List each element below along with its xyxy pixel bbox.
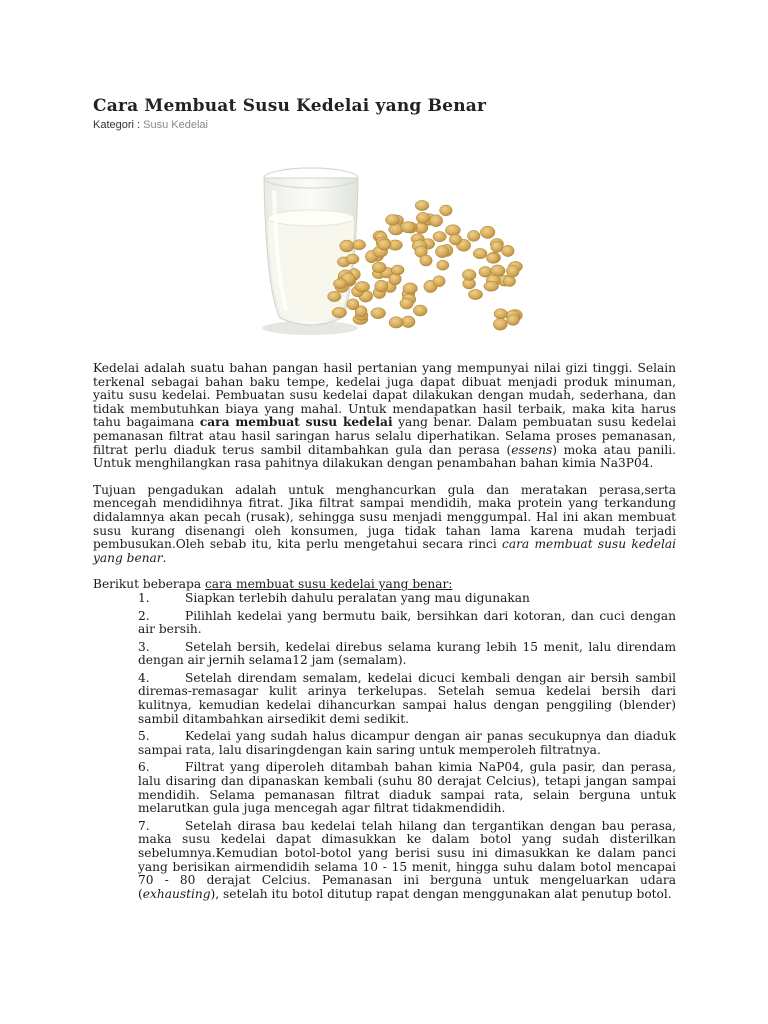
soybean-icon — [332, 307, 347, 317]
soybean-icon — [506, 265, 519, 277]
soy-milk-illustration — [240, 150, 530, 350]
article-category — [93, 119, 208, 131]
soybean-icon — [340, 240, 354, 252]
article-title: Cara Membuat Susu Kedelai yang Benar — [93, 96, 487, 116]
soybean-icon — [435, 246, 449, 258]
soybean-icon — [468, 289, 482, 299]
soybean-icon — [433, 232, 446, 242]
steps-list — [93, 592, 676, 901]
paragraph-2: Tujuan pengadukan adalah untuk menghancurkan gula dan meratakan perasa,serta mencegah mendidihnya fitrat. Jika filtrat sampai mendidih, maka protein yang terkandung didalamnya akan pecah (rusak), sehingga susu menjadi menggumpal. Hal ini akan membuat susu kurang disenangi oleh konsumen, juga tidak tahan lama karena mudah terjadi pembusukan.Oleh sebab itu, kita perlu mengetahui secara rinci cara membuat susu kedelai yang benar. — [93, 482, 676, 565]
bold-keyword: cara membuat susu kedelai — [199, 415, 393, 430]
soybean-icon — [415, 200, 429, 210]
soybean-icon — [353, 240, 366, 250]
soybean-icon — [486, 253, 499, 263]
step-item: 1. Siapkan terlebih dahulu peralatan yang mau digunakan — [138, 590, 530, 605]
soybean-icon — [491, 265, 505, 276]
category-link[interactable]: Susu Kedelai — [143, 119, 208, 131]
soybean-icon — [437, 260, 449, 270]
soybean-icon — [507, 315, 520, 326]
soybean-icon — [480, 226, 495, 238]
step-item: 3. Setelah bersih, kedelai direbus selama kurang lebih 15 menit, lalu direndam dengan air jernih selama12 jam (semalam). — [138, 639, 676, 668]
soybean-icon — [377, 239, 391, 250]
soybean-icon — [493, 318, 507, 330]
soybean-icon — [440, 205, 453, 216]
article-body — [93, 362, 676, 905]
step-item: 2. Pilihlah kedelai yang bermutu baik, bersihkan dari kotoran, dan cuci dengan air bersih. — [138, 608, 676, 637]
soybean-icon — [346, 254, 359, 264]
soybean-icon — [355, 281, 370, 292]
category-label: Kategori : — [93, 119, 144, 131]
soybean-icon — [403, 283, 418, 294]
soybean-icon — [389, 317, 403, 328]
step-item: 4. Setelah direndam semalam, kedelai dicuci kembali dengan air bersih sambil diremas-remasagar kulit arinya terkelupas. Setelah semua kedelai bersih dari kulitnya, kemudian kedelai dihancurkan sampai halus dengan penggiling (blender) sambil ditambahkan airsedikit demi sedikit. — [138, 670, 676, 726]
soybean-icon — [328, 291, 341, 301]
soybean-icon — [503, 276, 515, 287]
soybean-icon — [491, 241, 503, 252]
soybean-icon — [372, 262, 386, 273]
soybean-icon — [347, 299, 359, 310]
soybean-icon — [449, 234, 461, 245]
soybean-icon — [420, 255, 432, 266]
step-item: 5. Kedelai yang sudah halus dicampur dengan air panas secukupnya dan diaduk sampai rata, lalu disaringdengan kain saring untuk memperoleh filtratnya. — [138, 729, 676, 757]
soybean-icon — [473, 248, 487, 258]
soybean-icon — [494, 309, 507, 319]
soybean-icon — [462, 269, 476, 280]
soybean-icon — [413, 305, 427, 316]
italic-phrase: cara membuat susu kedelai yang benar — [93, 537, 676, 565]
soybean-icon — [484, 281, 499, 291]
paragraph-1: Kedelai adalah suatu bahan pangan hasil pertanian yang mempunyai nilai gizi tinggi. Selain terkenal sebagai bahan baku tempe, kedelai juga dapat dibuat menjadi produk minuman, yaitu susu kedelai. Pembuatan susu kedelai dapat dilakukan dengan mudah, sederhana, dan tidak membutuhkan biaya yang mahal. Untuk mendapatkan hasil terbaik, maka kita harus tahu bagaimana cara membuat susu kedelai yang benar. Dalam pembuatan susu kedelai pemanasan filtrat atau hasil saringan harus selalu diperhatikan. Selama proses pemanasan, filtrat perlu diaduk terus sambil ditambahkan gula dan perasa (essens) moka atau panili. Untuk menghilangkan rasa pahitnya dilakukan dengan penambahan bahan kimia Na3P04. — [93, 361, 676, 471]
soybean-icon — [502, 245, 515, 256]
step-item: 7. Setelah dirasa bau kedelai telah hilang dan tergantikan dengan bau perasa, maka susu kedelai dapat dimasukkan ke dalam botol yang sudah disterilkan sebelumnya.Kemudian botol-botol yang berisi susu ini dimasukkan ke dalam panci yang berisikan airmendidih selama 10 - 15 menit, hingga suhu dalam botol mencapai 70 - 80 derajat Celcius. Pemanasan ini berguna untuk mengeluarkan udara (exhausting), setelah itu botol ditutup rapat dengan menggunakan alat penutup botol. — [138, 818, 676, 901]
list-intro: Berikut beberapa cara membuat susu kedelai yang benar: — [93, 577, 453, 592]
soybean-icon — [391, 265, 404, 275]
soybean-icon — [433, 276, 445, 287]
italic-term: essens — [511, 442, 553, 457]
soybean-icon — [401, 222, 415, 233]
soybean-icon — [375, 280, 388, 292]
soybean-icon — [416, 212, 429, 223]
soybean-icon — [467, 230, 480, 241]
soybean-icon — [386, 215, 400, 226]
soybean-icon — [430, 215, 443, 227]
step-item: 6. Filtrat yang diperoleh ditambah bahan kimia NaP04, gula pasir, dan perasa, lalu disaring dan dipanaskan kembali (suhu 80 derajat Celcius), tetapi jangan sampai mendidih. Selama pemanasan filtrat diaduk sampai rata, selain berguna untuk melarutkan gula juga mencegah agar filtrat tidakmendidih. — [138, 760, 676, 816]
soybean-icon — [445, 225, 460, 236]
list-intro-link[interactable]: cara membuat susu kedelai yang benar: — [204, 577, 453, 592]
soybean-icon — [371, 308, 386, 319]
soybean-icon — [333, 279, 347, 289]
soybean-icon — [400, 298, 413, 309]
